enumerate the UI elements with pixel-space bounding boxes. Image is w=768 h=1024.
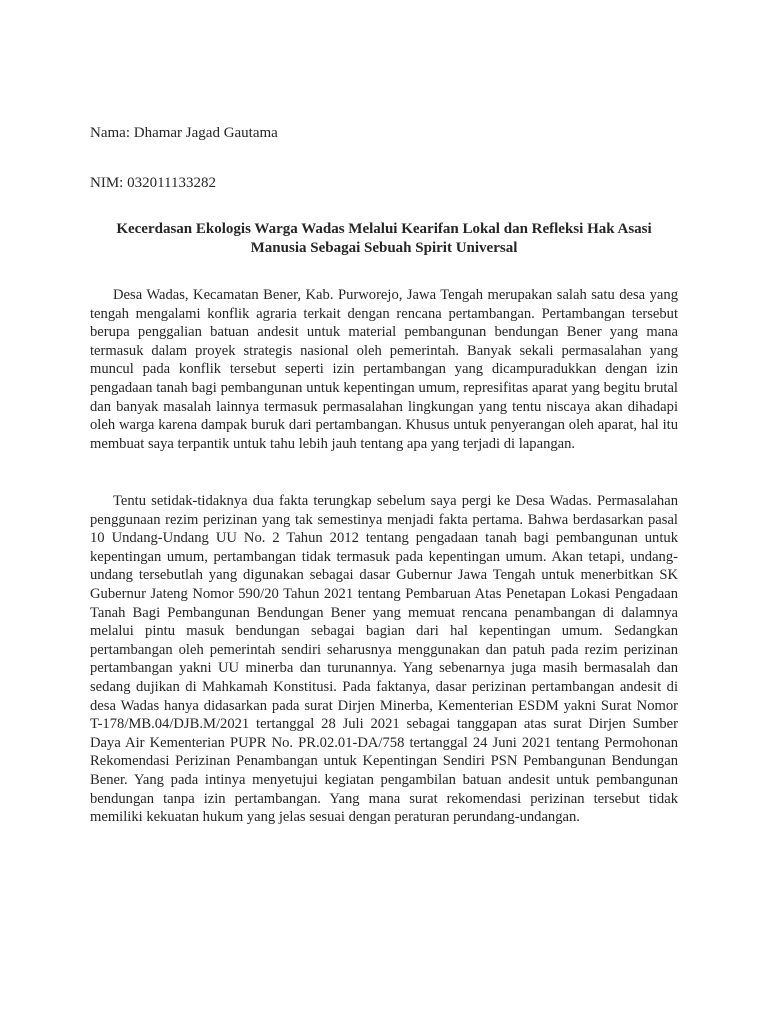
body-paragraph-1: Desa Wadas, Kecamatan Bener, Kab. Purworejo, Jawa Tengah merupakan salah satu desa yang tengah mengalami konflik agraria terkait dengan rencana pertambangan. Pertambangan tersebut berupa penggalian batuan andesit untuk material pembangunan bendungan Bener yang mana termasuk dalam proyek strategis nasional oleh pemerintah. Banyak sekali permasalahan yang muncul pada konflik tersebut seperti izin pertambangan yang dicampuradukkan dengan izin pengadaan tanah bagi pembangunan untuk kepentingan umum, represifitas aparat yang begitu brutal dan banyak masalah lainnya termasuk permasalahan lingkungan yang tentu niscaya akan dihadapi oleh warga karena dampak buruk dari pertambangan. Khusus untuk penyerangan oleh aparat, hal itu membuat saya terpantik untuk tahu lebih jauh tentang apa yang terjadi di lapangan. bbox=[90, 287, 678, 452]
student-id: NIM: 032011133282 bbox=[90, 175, 216, 191]
body-paragraph-2: Tentu setidak-tidaknya dua fakta terungkap sebelum saya pergi ke Desa Wadas. Permasalahan penggunaan rezim perizinan yang tak semestinya menjadi fakta pertama. Bahwa berdasarkan pasal 10 Undang-Undang UU No. 2 Tahun 2012 tentang pengadaan tanah bagi pembangunan untuk kepentingan umum, pertambangan tidak termasuk pada kepentingan umum. Akan tetapi, undang-undang tersebutlah yang digunakan sebagai dasar Gubernur Jawa Tengah untuk menerbitkan SK Gubernur Jateng Nomor 590/20 Tahun 2021 tentang Pembaruan Atas Penetapan Lokasi Pengadaan Tanah Bagi Pembangunan Bendungan Bener yang memuat rencana penambangan di dalamnya melalui pintu masuk bendungan sebagai bagian dari hal kepentingan umum. Sedangkan pertambangan oleh pemerintah sendiri seharusnya menggunakan dan patuh pada rezim perizinan pertambangan yakni UU minerba dan turunannya. Yang sebenarnya juga masih bermasalah dan sedang dujikan di Mahkamah Konstitusi. Pada faktanya, dasar perizinan pertambangan andesit di desa Wadas hanya didasarkan pada surat Dirjen Minerba, Kementerian ESDM yakni Surat Nomor T-178/MB.04/DJB.M/2021 tertanggal 28 Juli 2021 sebagai tanggapan atas surat Dirjen Sumber Daya Air Kementerian PUPR No. PR.02.01-DA/758 tertanggal 24 Juni 2021 tentang Permohonan Rekomendasi Perizinan Penambangan untuk Kepentingan Sendiri PSN Pembangunan Bendungan Bener. Yang pada intinya menyetujui kegiatan pengambilan batuan andesit untuk pembangunan bendungan tanpa izin pertambangan. Yang mana surat rekomendasi perizinan tersebut tidak memiliki kekuatan hukum yang jelas sesuai dengan peraturan perundang-undangan. bbox=[90, 493, 678, 826]
author-name: Nama: Dhamar Jagad Gautama bbox=[90, 125, 278, 141]
document-title: Kecerdasan Ekologis Warga Wadas Melalui Kearifan Lokal dan Refleksi Hak Asasi Manusia Sebagai Sebuah Spirit Universal bbox=[116, 221, 652, 256]
